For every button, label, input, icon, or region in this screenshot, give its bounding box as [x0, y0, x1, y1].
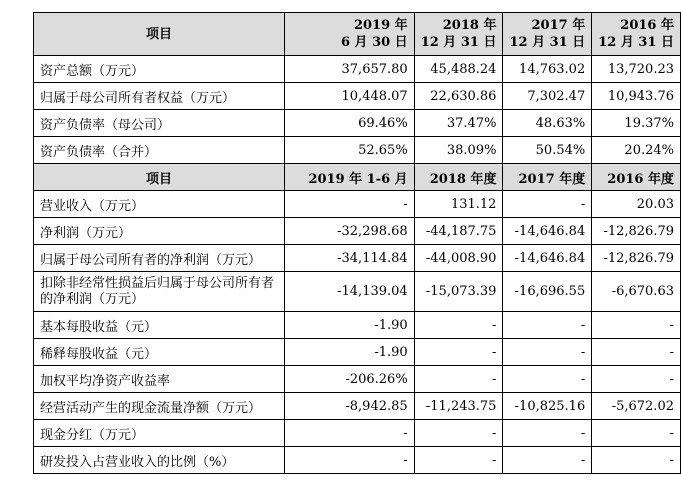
row-label: 资产总额（万元）	[34, 56, 285, 83]
table-cell: -	[414, 420, 503, 447]
financial-summary-table	[33, 12, 681, 474]
table-row	[34, 137, 681, 164]
period-header: 2019 年 6 月 30 日	[284, 13, 414, 56]
table-cell: -15,073.39	[414, 272, 503, 312]
row-label: 资产负债率（合并）	[34, 137, 285, 164]
row-label: 营业收入（万元）	[34, 191, 285, 218]
table-cell: -	[592, 447, 681, 474]
table-cell: -44,008.90	[414, 245, 503, 272]
income-header-row	[34, 164, 681, 191]
table-row	[34, 83, 681, 110]
table-cell: 38.09%	[414, 137, 503, 164]
table-cell: 19.37%	[592, 110, 681, 137]
table-cell: 13,720.23	[592, 56, 681, 83]
period-header: 2019 年 1-6 月	[284, 164, 414, 191]
table-cell: -	[414, 339, 503, 366]
period-header: 2016 年 12 月 31 日	[592, 13, 681, 56]
table-row	[34, 218, 681, 245]
item-header: 项目	[34, 164, 285, 191]
table-cell: -	[503, 420, 592, 447]
table-row	[34, 312, 681, 339]
table-cell: -14,646.84	[503, 245, 592, 272]
row-label: 基本每股收益（元）	[34, 312, 285, 339]
table-cell: -	[503, 447, 592, 474]
table-cell: -11,243.75	[414, 393, 503, 420]
table-cell: -	[503, 339, 592, 366]
table-cell: -10,825.16	[503, 393, 592, 420]
row-label: 研发投入占营业收入的比例（%）	[34, 447, 285, 474]
table-cell: -	[503, 366, 592, 393]
table-cell: -12,826.79	[592, 218, 681, 245]
table-cell: -16,696.55	[503, 272, 592, 312]
period-header: 2018 年度	[414, 164, 503, 191]
table-cell: -14,139.04	[284, 272, 414, 312]
table-cell: 131.12	[414, 191, 503, 218]
table-cell: 52.65%	[284, 137, 414, 164]
table-cell: -1.90	[284, 339, 414, 366]
row-label: 稀释每股收益（元）	[34, 339, 285, 366]
table-cell: 20.24%	[592, 137, 681, 164]
table-row	[34, 110, 681, 137]
table-row	[34, 245, 681, 272]
period-header: 2016 年度	[592, 164, 681, 191]
table-cell: -	[592, 420, 681, 447]
table-cell: 10,448.07	[284, 83, 414, 110]
table-cell: -	[503, 191, 592, 218]
table-cell: -	[592, 312, 681, 339]
table-cell: 69.46%	[284, 110, 414, 137]
table-cell: -6,670.63	[592, 272, 681, 312]
table-cell: -12,826.79	[592, 245, 681, 272]
table-cell: 10,943.76	[592, 83, 681, 110]
table-cell: -	[592, 339, 681, 366]
period-header: 2018 年 12 月 31 日	[414, 13, 503, 56]
table-cell: -	[592, 366, 681, 393]
table-cell: -14,646.84	[503, 218, 592, 245]
row-label: 现金分红（万元）	[34, 420, 285, 447]
row-label: 资产负债率（母公司）	[34, 110, 285, 137]
table-cell: -	[284, 420, 414, 447]
table-row	[34, 339, 681, 366]
table-cell: 20.03	[592, 191, 681, 218]
row-label: 经营活动产生的现金流量净额（万元）	[34, 393, 285, 420]
table-row	[34, 420, 681, 447]
table-cell: -44,187.75	[414, 218, 503, 245]
table-cell: 7,302.47	[503, 83, 592, 110]
table-row	[34, 366, 681, 393]
table-cell: -	[414, 447, 503, 474]
row-label: 归属于母公司所有者的净利润（万元）	[34, 245, 285, 272]
table-cell: -	[503, 312, 592, 339]
table-row	[34, 56, 681, 83]
table-cell: 45,488.24	[414, 56, 503, 83]
table-cell: -5,672.02	[592, 393, 681, 420]
table-cell: -	[284, 447, 414, 474]
table-cell: -1.90	[284, 312, 414, 339]
table-cell: -206.26%	[284, 366, 414, 393]
table-cell: 37,657.80	[284, 56, 414, 83]
table-cell: 48.63%	[503, 110, 592, 137]
table-cell: 50.54%	[503, 137, 592, 164]
row-label: 加权平均净资产收益率	[34, 366, 285, 393]
table-row	[34, 447, 681, 474]
table-cell: -8,942.85	[284, 393, 414, 420]
row-label: 归属于母公司所有者权益（万元）	[34, 83, 285, 110]
table-row	[34, 393, 681, 420]
table-row	[34, 272, 681, 312]
table-cell: -32,298.68	[284, 218, 414, 245]
balance-header-row	[34, 13, 681, 56]
period-header: 2017 年 12 月 31 日	[503, 13, 592, 56]
row-label: 扣除非经常性损益后归属于母公司所有者的净利润（万元）	[34, 272, 285, 312]
table-cell: -	[284, 191, 414, 218]
table-row	[34, 191, 681, 218]
table-cell: -	[414, 312, 503, 339]
table-cell: 14,763.02	[503, 56, 592, 83]
period-header: 2017 年度	[503, 164, 592, 191]
row-label: 净利润（万元）	[34, 218, 285, 245]
item-header: 项目	[34, 13, 285, 56]
table-cell: -	[414, 366, 503, 393]
table-cell: 22,630.86	[414, 83, 503, 110]
table-cell: -34,114.84	[284, 245, 414, 272]
table-cell: 37.47%	[414, 110, 503, 137]
